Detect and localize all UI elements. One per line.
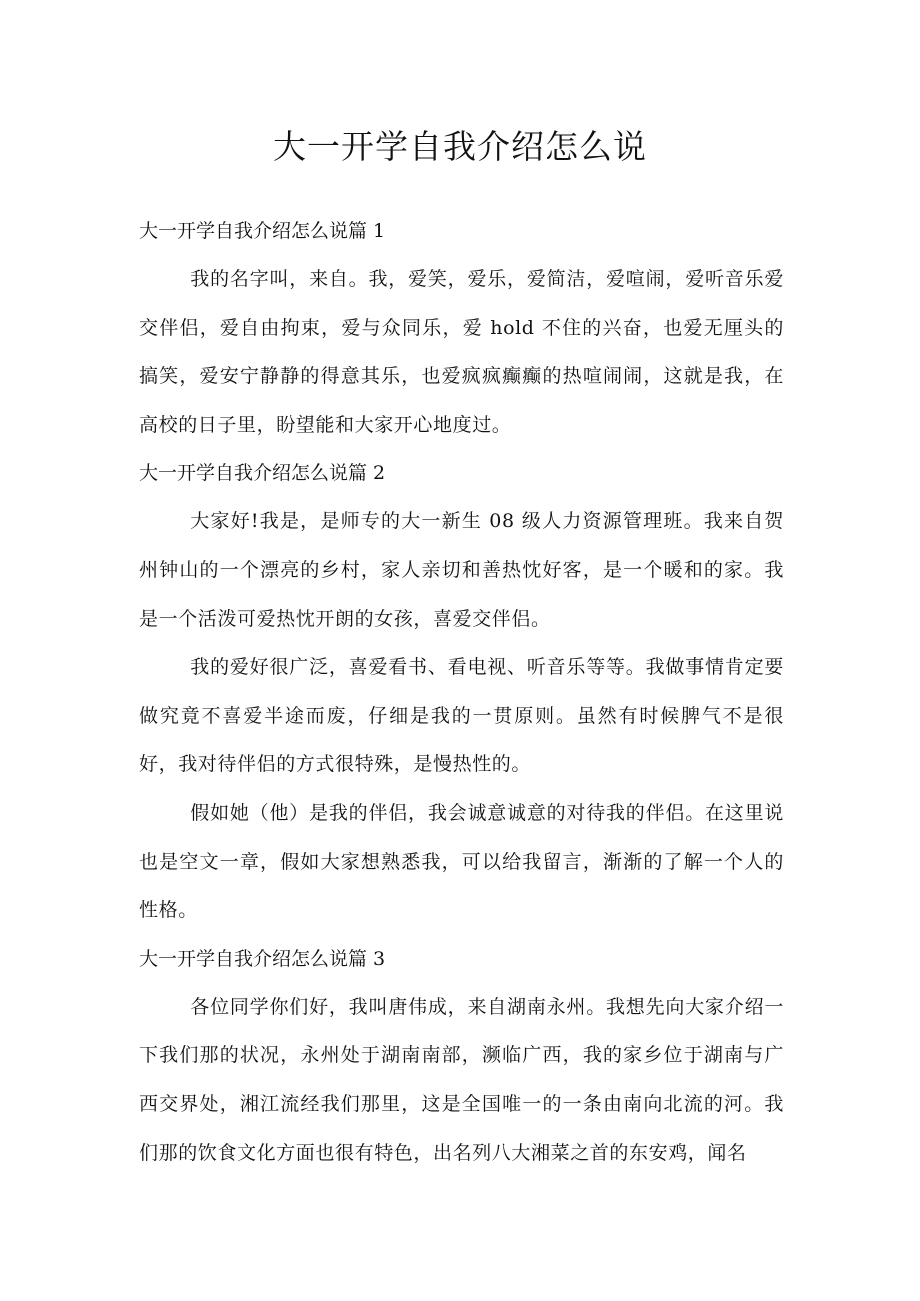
section-2-paragraph-3: 假如她（他）是我的伴侣，我会诚意诚意的对待我的伴侣。在这里说也是空文一章，假如大家想熟悉我，可以给我留言，渐渐的了解一个人的性格。 xyxy=(139,801,784,922)
section-2-paragraph-2: 我的爱好很广泛，喜爱看书、看电视、听音乐等等。我做事情肯定要做究竟不喜爱半途而废，仔细是我的一贯原则。虽然有时候脾气不是很好，我对待伴侣的方式很特殊，是慢热性的。 xyxy=(139,656,784,776)
section-2-paragraph-1: 大家好!我是，是师专的大一新生 08 级人力资源管理班。我来自贺州钟山的一个漂亮的乡村，家人亲切和善热忱好客，是一个暖和的家。我是一个活泼可爱热忱开朗的女孩，喜爱交伴侣。 xyxy=(139,510,784,630)
section-3-paragraph-1: 各位同学你们好，我叫唐伟成，来自湖南永州。我想先向大家介绍一下我们那的状况，永州处于湖南南部，濒临广西，我的家乡位于湖南与广西交界处，湘江流经我们那里，这是全国唯一的一条由南向北流的河。我们那的饮食文化方面也很有特色，出名列八大湘菜之首的东安鸡，闻名 xyxy=(139,995,784,1164)
document-title: 大一开学自我介绍怎么说 xyxy=(273,127,647,166)
section-heading-1: 大一开学自我介绍怎么说篇 1 xyxy=(139,220,386,242)
section-heading-3: 大一开学自我介绍怎么说篇 3 xyxy=(139,947,386,970)
document-body xyxy=(139,207,784,1177)
section-1-paragraph-1: 我的名字叫，来自。我，爱笑，爱乐，爱简洁，爱喧闹，爱听音乐爱交伴侣，爱自由拘束，爱与众同乐，爱 hold 不住的兴奋，也爱无厘头的搞笑，爱安宁静静的得意其乐，也爱疯疯癫癫的热喧闹闹，这就是我，在高校的日子里，盼望能和大家开心地度过。 xyxy=(139,268,784,436)
section-heading-2: 大一开学自我介绍怎么说篇 2 xyxy=(139,462,386,485)
